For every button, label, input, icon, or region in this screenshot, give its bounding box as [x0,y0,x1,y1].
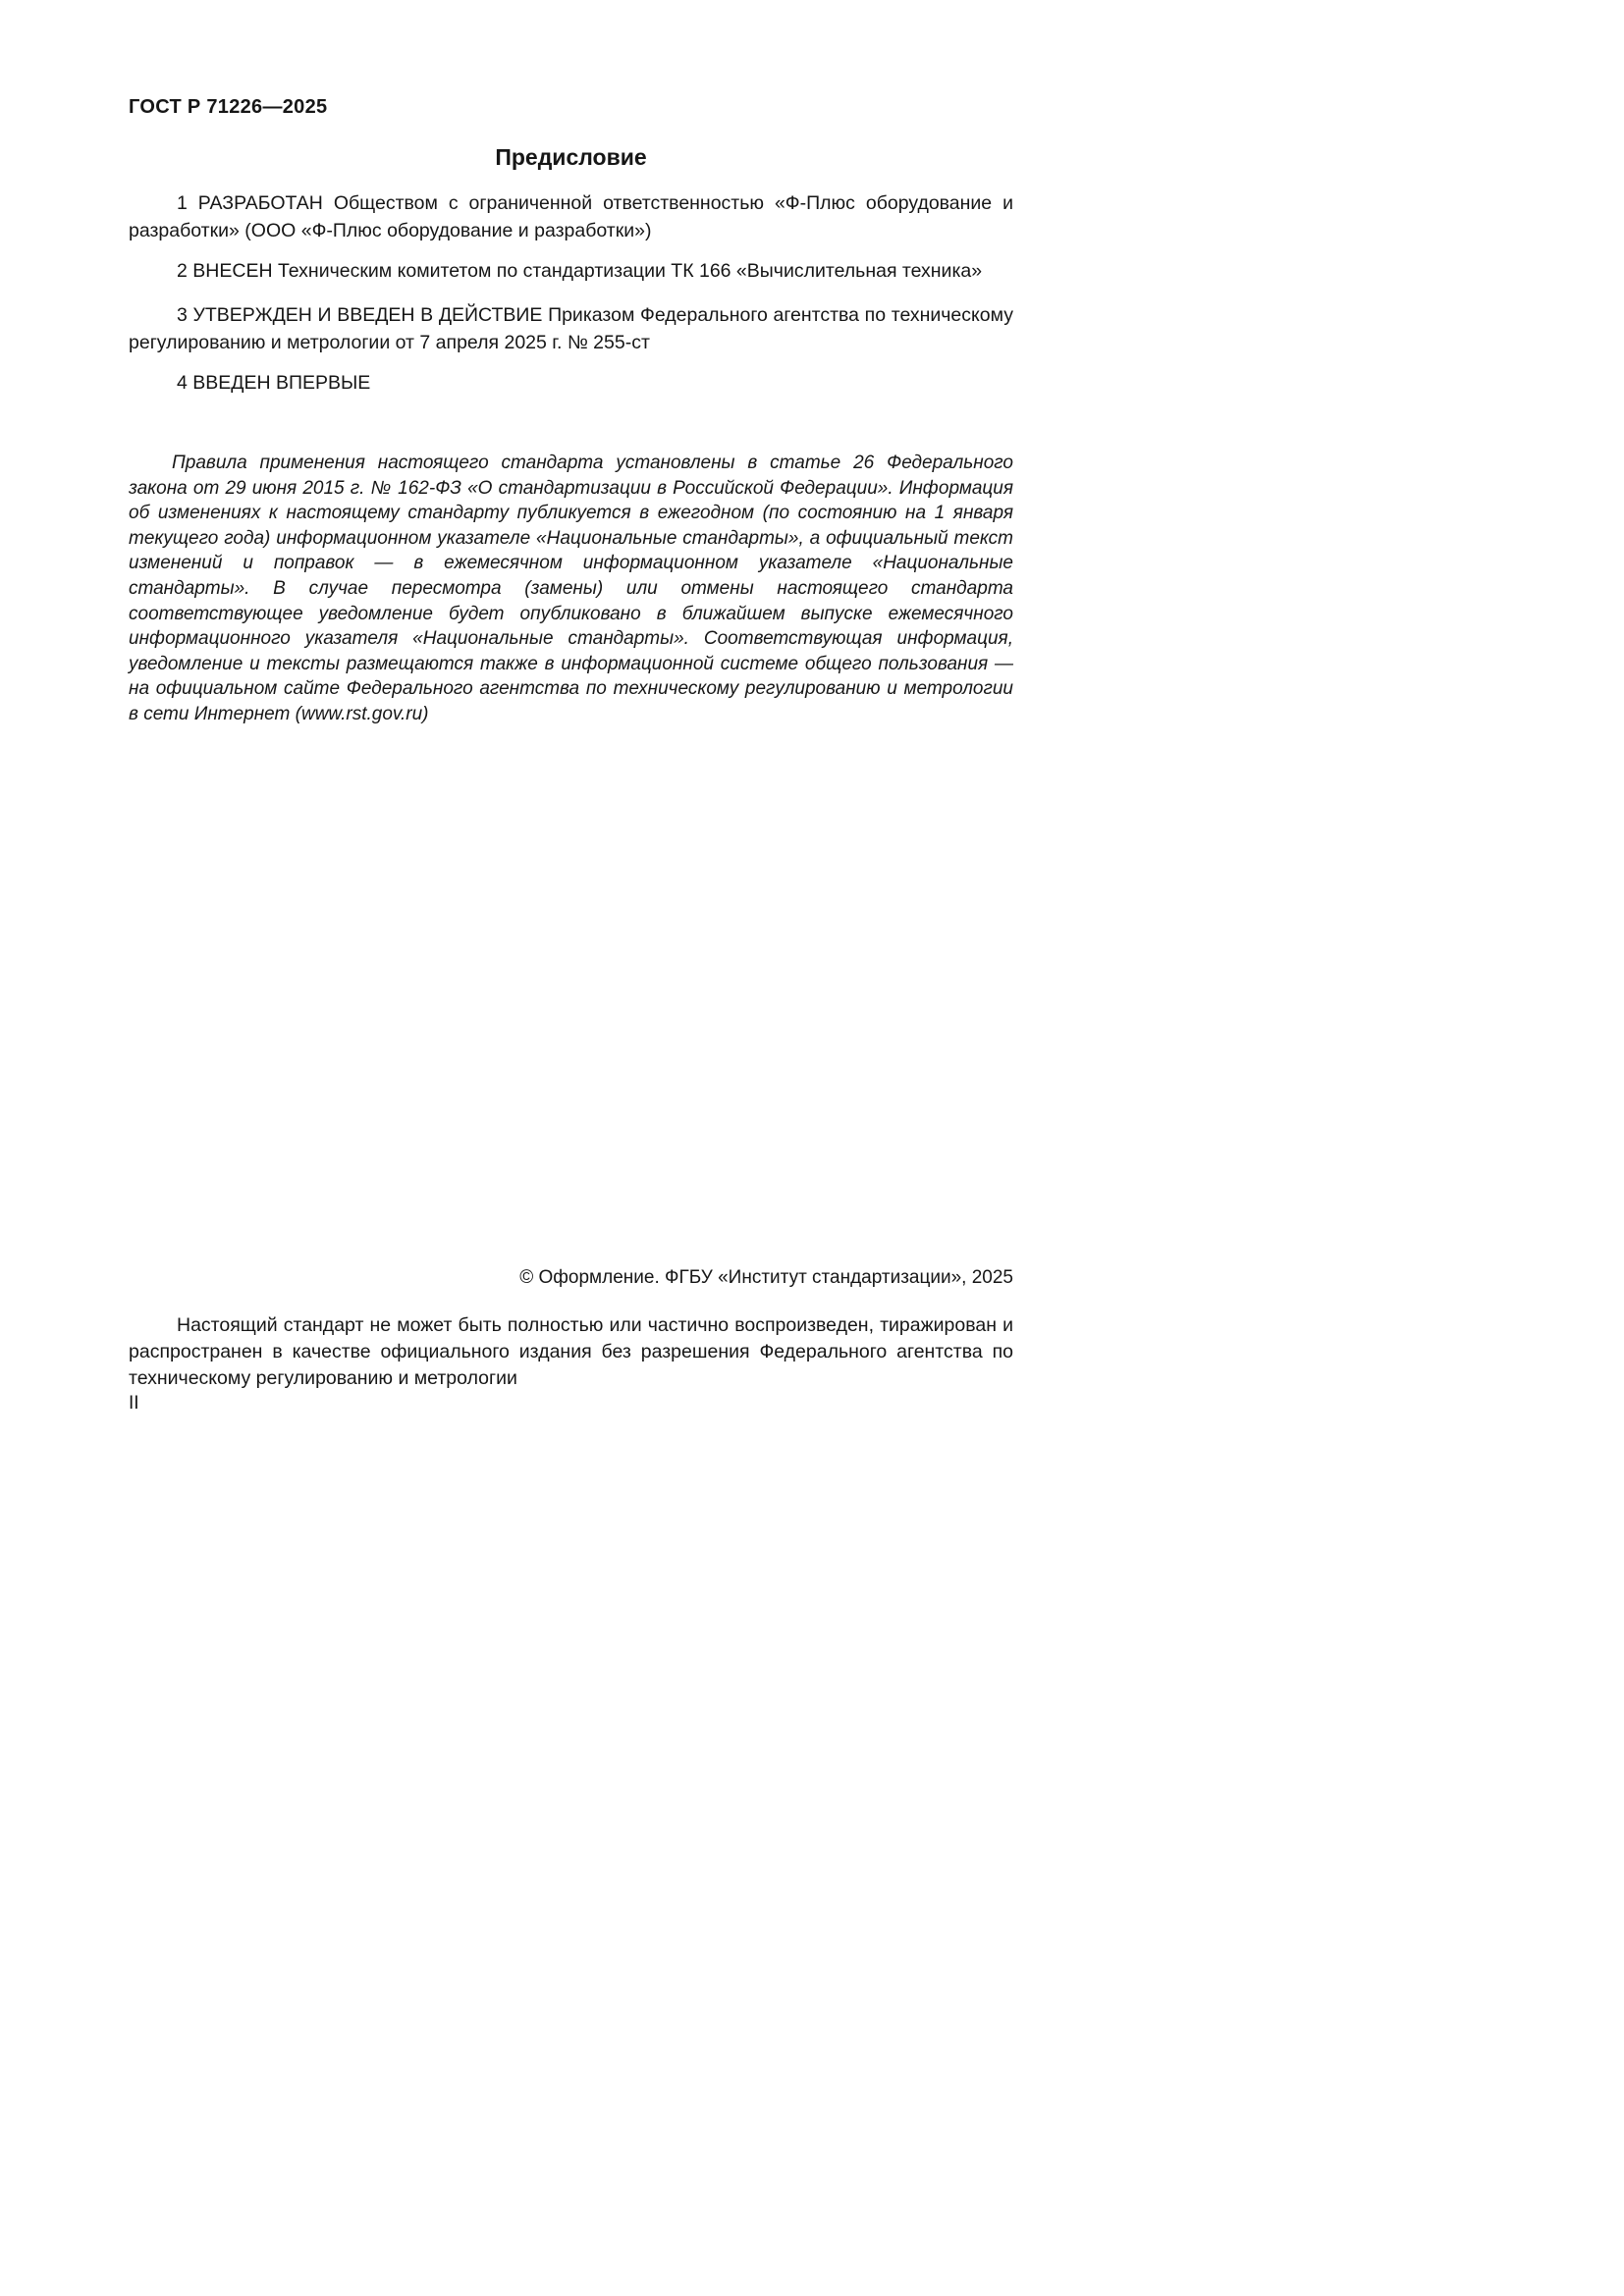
restriction-note: Настоящий стандарт не может быть полностью или частично воспроизведен, тиражирован и распространен в качестве официального издания без разрешения Федерального агентства по техническому регулированию и метрологии [129,1314,1013,1389]
page-number: II [129,1393,139,1414]
page-title: Предисловие [495,144,647,170]
foreword-item-submitted: 2 ВНЕСЕН Техническим комитетом по стандартизации ТК 166 «Вычислительная техника» [177,260,983,282]
doc-code: ГОСТ Р 71226—2025 [129,96,328,118]
document-content [129,0,1013,2296]
copyright-line: © Оформление. ФГБУ «Институт стандартизации», 2025 [519,1267,1013,1288]
foreword-item-developed: 1 РАЗРАБОТАН Обществом с ограниченной ответственностью «Ф-Плюс оборудование и разработки» (ООО «Ф-Плюс оборудование и разработки») [129,192,1013,241]
legal-note: Правила применения настоящего стандарта установлены в статье 26 Федерального закона от 29 июня 2015 г. № 162-ФЗ «О стандартизации в Российской Федерации». Информация об изменениях к настоящему стандарту публикуется в ежегодном (по состоянию на 1 января текущего года) информационном указателе «Национальные стандарты», а официальный текст изменений и поправок — в ежемесячном информационном указателе «Национальные стандарты». В случае пересмотра (замены) или отмены настоящего стандарта соответствующее уведомление будет опубликовано в ближайшем выпуске ежемесячного информационного указателя «Национальные стандарты». Соответствующая информация, уведомление и тексты размещаются также в информационной системе общего пользования — на официальном сайте Федерального агентства по техническому регулированию и метрологии в сети Интернет (www.rst.gov.ru) [129,453,1013,724]
foreword-item-approved: 3 УТВЕРЖДЕН И ВВЕДЕН В ДЕЙСТВИЕ Приказом Федерального агентства по техническому регулированию и метрологии от 7 апреля 2025 г. № 255-ст [129,304,1013,353]
foreword-item-first-edition: 4 ВВЕДЕН ВПЕРВЫЕ [177,372,371,394]
